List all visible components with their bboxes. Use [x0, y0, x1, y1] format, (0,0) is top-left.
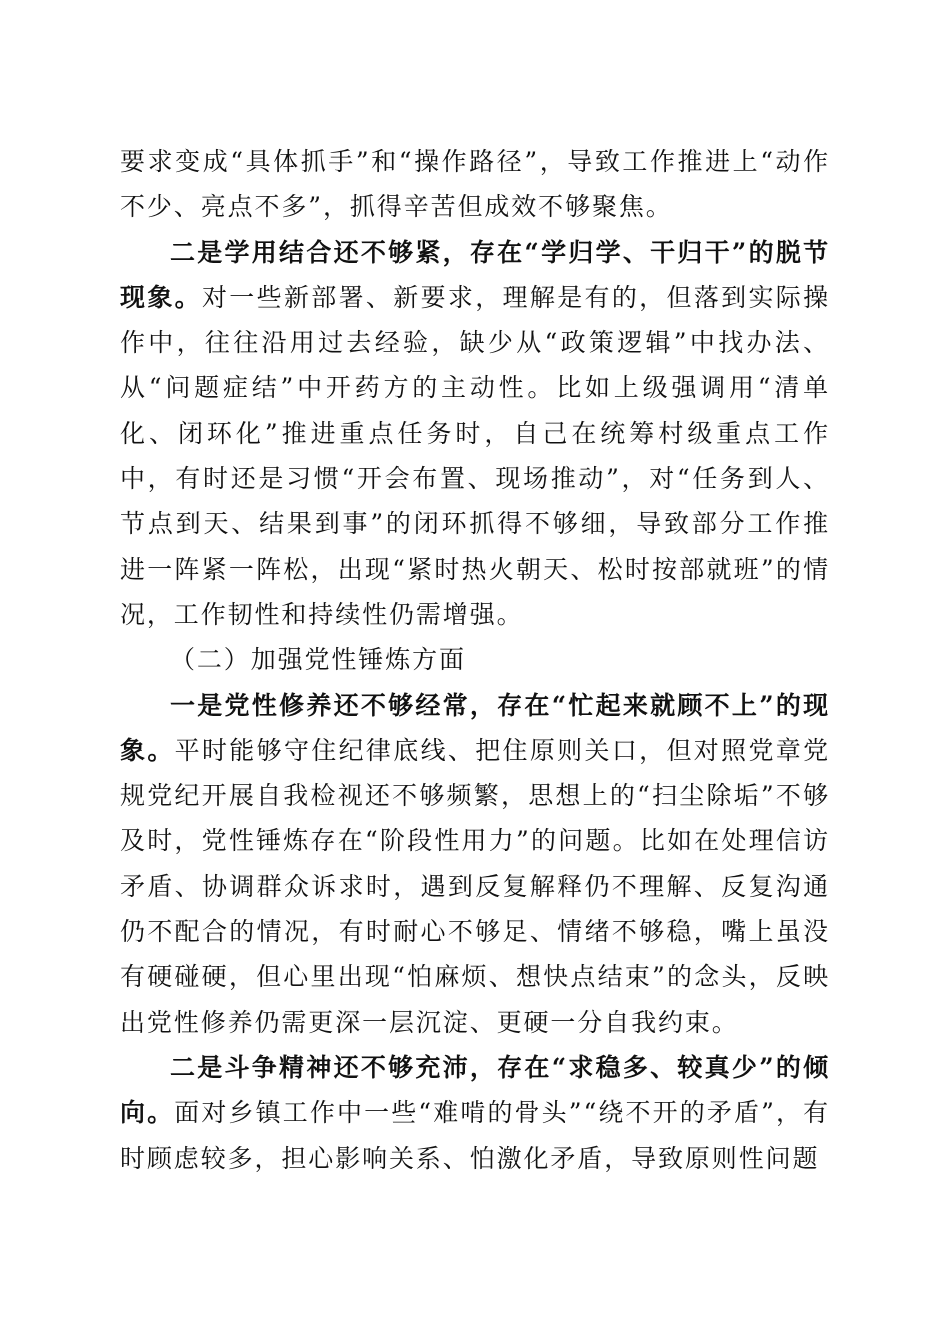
- paragraph-party-cultivation: [120, 683, 830, 1045]
- paragraph-study-application: [120, 230, 830, 638]
- paragraph-lead: 二是斗争精神还不够充沛，存在“求稳多、较真少”的倾向。: [120, 1052, 830, 1128]
- paragraph-body: 要求变成“具体抓手”和“操作路径”，导致工作推进上“动作不少、亮点不多”，抓得辛苦但成效不够聚焦。: [120, 147, 830, 222]
- paragraph-lead: 二是学用结合还不够紧，存在“学归学、干归干”的脱节现象。: [120, 237, 830, 312]
- document-body: [120, 139, 830, 1181]
- section-heading: （二）加强党性锤炼方面: [170, 645, 466, 675]
- paragraph-body: 面对乡镇工作中一些“难啃的骨头”“绕不开的矛盾”，有时顾虑较多，担心影响关系、怕激化矛盾，导致原则性问题: [120, 1098, 830, 1173]
- paragraph-lead: 一是党性修养还不够经常，存在“忙起来就顾不上”的现象。: [120, 690, 830, 765]
- paragraph-continued: [120, 139, 830, 230]
- paragraph-body: 平时能够守住纪律底线、把住原则关口，但对照党章党规党纪开展自我检视还不够频繁，思想上的“扫尘除垢”不够及时，党性锤炼存在“阶段性用力”的问题。比如在处理信访矛盾、协调群众诉求时，遇到反复解释仍不理解、反复沟通仍不配合的情况，有时耐心不够足、情绪不够稳，嘴上虽没有硬碰硬，但心里出现“怕麻烦、想快点结束”的念头，反映出党性修养仍需更深一层沉淀、更硬一分自我约束。: [120, 735, 830, 1037]
- paragraph-body: 对一些新部署、新要求，理解是有的，但落到实际操作中，往往沿用过去经验，缺少从“政策逻辑”中找办法、从“问题症结”中开药方的主动性。比如上级强调用“清单化、闭环化”推进重点任务时，自己在统筹村级重点工作中，有时还是习惯“开会布置、现场推动”，对“任务到人、节点到天、结果到事”的闭环抓得不够细，导致部分工作推进一阵紧一阵松，出现“紧时热火朝天、松时按部就班”的情况，工作韧性和持续性仍需增强。: [120, 282, 831, 629]
- paragraph-fighting-spirit: [120, 1045, 830, 1181]
